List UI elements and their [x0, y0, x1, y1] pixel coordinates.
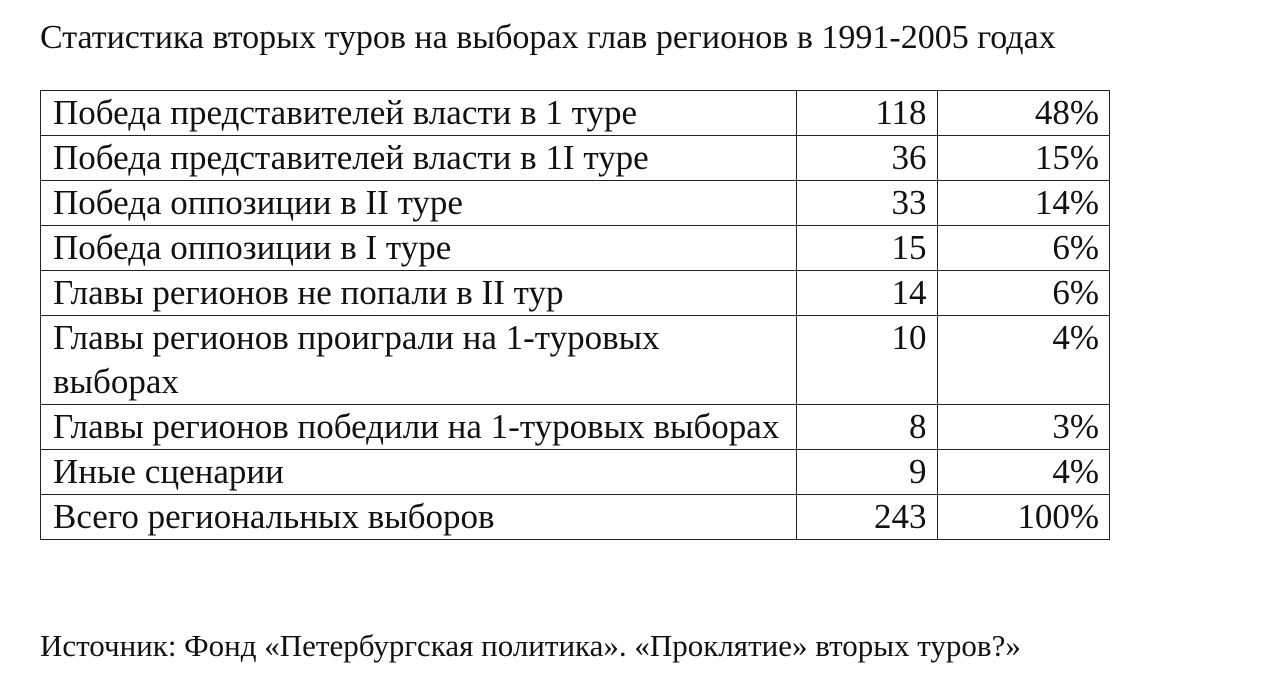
row-percent: 14% — [937, 181, 1109, 226]
row-count: 10 — [797, 316, 937, 405]
document-title: Статистика вторых туров на выборах глав регионов в 1991-2005 годах — [40, 19, 1056, 56]
row-percent: 6% — [937, 271, 1109, 316]
row-percent: 48% — [937, 91, 1109, 136]
row-count: 243 — [797, 495, 937, 540]
row-label: Всего региональных выборов — [41, 495, 797, 540]
row-percent: 6% — [937, 226, 1109, 271]
table-row — [41, 181, 1110, 226]
row-label: Победа оппозиции в II туре — [41, 181, 797, 226]
row-count: 118 — [797, 91, 937, 136]
row-label: Победа оппозиции в I туре — [41, 226, 797, 271]
row-label: Победа представителей власти в 1 туре — [41, 91, 797, 136]
row-label: Главы регионов не попали в II тур — [41, 271, 797, 316]
statistics-table — [40, 90, 1110, 540]
row-label: Главы регионов победили на 1-туровых выборах — [41, 405, 797, 450]
row-label: Победа представителей власти в 1I туре — [41, 136, 797, 181]
table-row — [41, 226, 1110, 271]
row-percent: 4% — [937, 450, 1109, 495]
row-count: 8 — [797, 405, 937, 450]
row-count: 9 — [797, 450, 937, 495]
table-row — [41, 271, 1110, 316]
table-row — [41, 450, 1110, 495]
row-count: 15 — [797, 226, 937, 271]
table-row — [41, 136, 1110, 181]
source-note: Источник: Фонд «Петербургская политика». «Проклятие» вторых туров?» — [40, 628, 1021, 663]
row-percent: 4% — [937, 316, 1109, 405]
row-percent: 3% — [937, 405, 1109, 450]
table-row — [41, 405, 1110, 450]
row-label: Иные сценарии — [41, 450, 797, 495]
row-percent: 100% — [937, 495, 1109, 540]
row-label: Главы регионов проиграли на 1-туровых выборах — [41, 316, 797, 405]
row-percent: 15% — [937, 136, 1109, 181]
row-count: 14 — [797, 271, 937, 316]
row-count: 36 — [797, 136, 937, 181]
table-row — [41, 91, 1110, 136]
table-row — [41, 316, 1110, 405]
row-count: 33 — [797, 181, 937, 226]
table-row-total — [41, 495, 1110, 540]
